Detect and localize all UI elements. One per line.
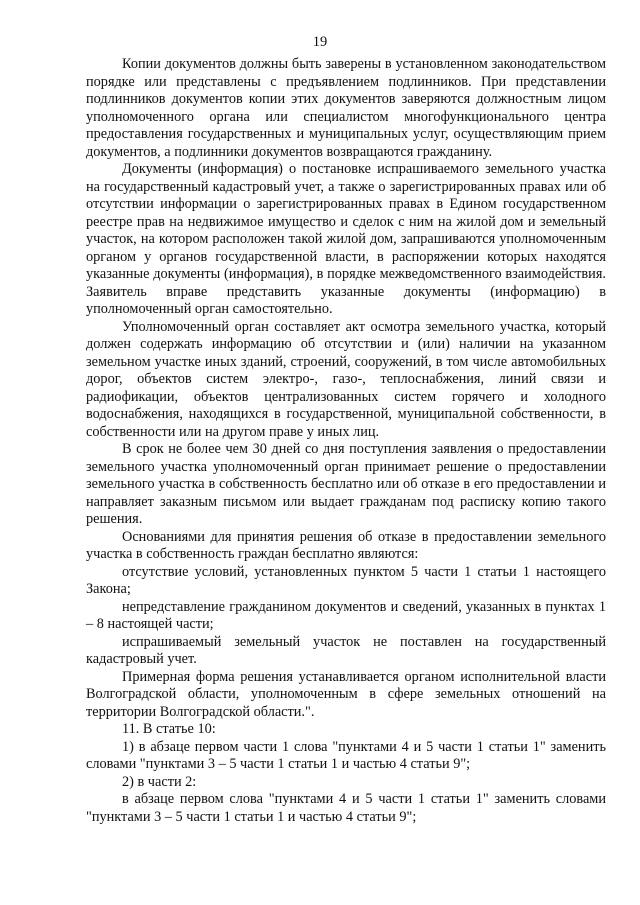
paragraph: непредставление гражданином документов и сведений, указанных в пунктах 1 – 8 настоящей части; [86,598,606,632]
paragraph: Документы (информация) о постановке испрашиваемого земельного участка на государственный кадастровый учет, а также о зарегистрированных правах или об отсутствии информации о зарегистрированных правах в Едином государственном реестре прав на недвижимое имущество и сделок с ним на жилой дом и земельный участок, на котором расположен такой жилой дом, запрашиваются уполномоченным органом у органов государственной власти, в распоряжении которых находятся указанные документы (информация), в порядке межведомственного взаимодействия. Заявитель вправе представить указанные документы (информацию) в уполномоченный орган самостоятельно. [86,161,606,317]
paragraph: В срок не более чем 30 дней со дня поступления заявления о предоставлении земельного участка уполномоченный орган принимает решение о предоставлении земельного участка в собственность бесплатно или об отказе в его предоставлении и направляет заказным письмом или выдает гражданам под расписку копию такого решения. [86,441,606,527]
paragraph: Уполномоченный орган составляет акт осмотра земельного участка, который должен содержать информацию об отсутствии и (или) наличии на указанном земельном участке иных зданий, строений, сооружений, в том числе автомобильных дорог, объектов систем электро-, газо-, теплоснабжения, линий связи и радиофикации, объектов централизованных систем горячего и холодного водоснабжения, находящихся в государственной, муниципальной собственности, в собственности или на другом праве у иных лиц. [86,318,606,440]
paragraph: 2) в части 2: [122,773,197,790]
paragraph: Копии документов должны быть заверены в установленном законодательством порядке или представлены с предъявлением подлинников. При представлении подлинников документов копии этих документов заверяются должностным лицом уполномоченного органа или специалистом многофункционального центра предоставления государственных и муниципальных услуг, осуществляющим прием документов, а подлинники документов возвращаются гражданину. [86,56,606,160]
document-body [86,56,606,826]
paragraph: Основаниями для принятия решения об отказе в предоставлении земельного участка в собственность граждан бесплатно являются: [86,528,606,562]
paragraph: отсутствие условий, установленных пунктом 5 части 1 статьи 1 настоящего Закона; [86,563,606,597]
page-number: 19 [312,34,328,50]
paragraph: Примерная форма решения устанавливается органом исполнительной власти Волгоградской области, уполномоченным в сфере земельных отношений на территории Волгоградской области.". [86,668,606,720]
paragraph: в абзаце первом слова "пунктами 4 и 5 части 1 статьи 1" заменить словами "пунктами 3 – 5 части 1 статьи 1 и частью 4 статьи 9"; [86,791,606,825]
paragraph: 1) в абзаце первом части 1 слова "пунктами 4 и 5 части 1 статьи 1" заменить словами "пунктами 3 – 5 части 1 статьи 1 и частью 4 статьи 9"; [86,738,606,772]
paragraph: 11. В статье 10: [122,721,216,737]
paragraph: испрашиваемый земельный участок не поставлен на государственный кадастровый учет. [86,633,606,667]
